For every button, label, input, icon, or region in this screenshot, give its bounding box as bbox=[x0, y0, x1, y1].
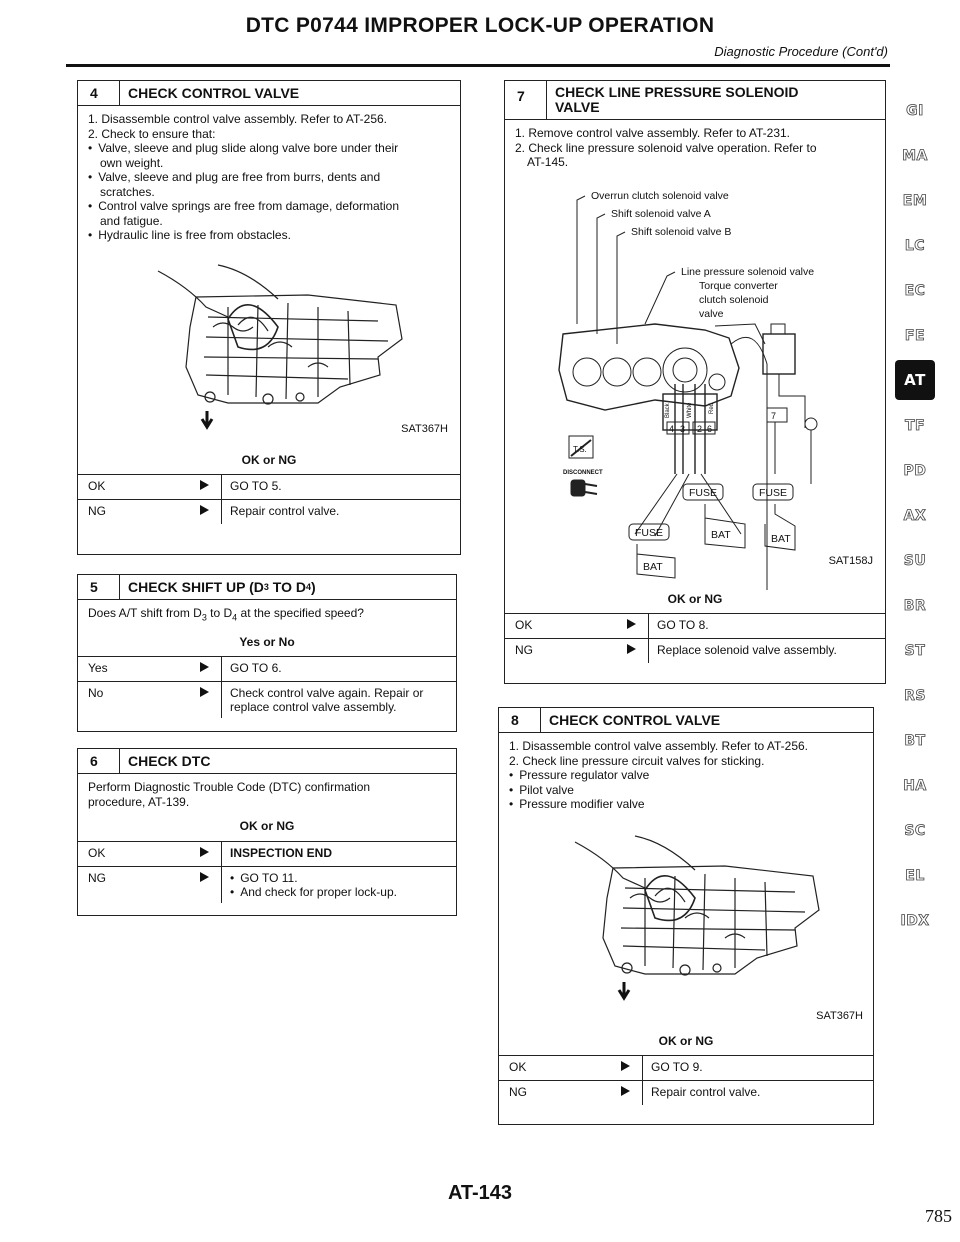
result-action-line: replace control valve assembly. bbox=[230, 700, 397, 715]
step-7-header bbox=[505, 81, 885, 120]
section-tab-br[interactable]: BR bbox=[903, 597, 927, 614]
label-torque-converter: valve bbox=[699, 307, 724, 320]
result-row-ng bbox=[78, 499, 460, 524]
result-action-bullet: GO TO 11. bbox=[240, 870, 298, 885]
result-action: GO TO 6. bbox=[230, 661, 282, 676]
header-rule bbox=[66, 64, 890, 67]
figure-code: SAT367H bbox=[401, 423, 448, 435]
instruction-line: procedure, AT-139. bbox=[88, 794, 190, 809]
section-tab-gi[interactable]: GI bbox=[906, 102, 924, 119]
wire-color-label: Black bbox=[665, 402, 671, 418]
ok-ng-prompt: OK or NG bbox=[658, 1033, 714, 1048]
result-label: No bbox=[88, 686, 104, 701]
step-4-box bbox=[77, 80, 461, 555]
step-6-box bbox=[77, 748, 457, 916]
section-tab-sc[interactable]: SC bbox=[904, 822, 926, 839]
connector-pin: 3 bbox=[680, 423, 686, 434]
step-6-header bbox=[78, 749, 456, 774]
section-tab-rs[interactable]: RS bbox=[904, 687, 926, 704]
section-tab-ma[interactable]: MA bbox=[902, 147, 928, 164]
control-valve-illustration bbox=[499, 816, 871, 1028]
section-tab-fe[interactable]: FE bbox=[904, 327, 926, 344]
arrow-icon bbox=[188, 475, 222, 499]
section-tab-su[interactable]: SU bbox=[903, 552, 927, 569]
instruction-line: 1. Disassemble control valve assembly. Refer to AT-256. bbox=[509, 739, 809, 753]
section-tab-bt[interactable]: BT bbox=[904, 732, 926, 749]
result-label: NG bbox=[88, 504, 106, 518]
connector-pin: 7 bbox=[771, 410, 777, 421]
section-tab-idx[interactable]: IDX bbox=[900, 912, 930, 929]
step-title: CHECK CONTROL VALVE bbox=[549, 711, 721, 728]
result-row-ng bbox=[505, 638, 885, 663]
result-action: Repair control valve. bbox=[230, 504, 340, 518]
instruction-line: 2. Check line pressure circuit valves for sticking. bbox=[509, 753, 765, 768]
result-action bbox=[222, 867, 456, 903]
arrow-icon bbox=[188, 500, 222, 524]
disconnect-label: DISCONNECT bbox=[563, 469, 603, 476]
control-valve-figure bbox=[499, 816, 873, 1028]
wire-color-label: White bbox=[687, 402, 693, 418]
step-6-instructions bbox=[78, 774, 456, 813]
arrow-icon bbox=[188, 657, 222, 681]
label-torque-converter: clutch solenoid bbox=[699, 293, 769, 306]
step-number: 4 bbox=[78, 81, 120, 105]
label-shift-solenoid-b: Shift solenoid valve B bbox=[631, 225, 732, 238]
result-action: GO TO 5. bbox=[230, 479, 282, 493]
title-subscript: 4 bbox=[305, 581, 311, 592]
instruction-bullet: Control valve springs are free from damage, deformation bbox=[98, 199, 400, 213]
instruction-line: AT-145. bbox=[527, 155, 569, 169]
step-5-header bbox=[78, 575, 456, 600]
connector-pin: 4 bbox=[669, 423, 675, 434]
step-number: 7 bbox=[505, 81, 547, 119]
instruction-bullet: Pilot valve bbox=[519, 782, 574, 797]
arrow-icon bbox=[188, 842, 222, 866]
battery-label: BAT bbox=[711, 528, 731, 541]
step-8-header bbox=[499, 708, 873, 733]
arrow-icon bbox=[609, 1081, 643, 1105]
step-number: 6 bbox=[78, 749, 120, 773]
result-row-ok bbox=[78, 474, 460, 499]
instruction-line: and fatigue. bbox=[100, 213, 163, 228]
instruction-bullet: Pressure modifier valve bbox=[519, 797, 645, 811]
page-title: DTC P0744 IMPROPER LOCK-UP OPERATION bbox=[245, 14, 715, 37]
result-row-no bbox=[78, 681, 456, 718]
control-valve-illustration bbox=[78, 247, 458, 447]
title-part: TO D bbox=[268, 578, 306, 595]
ok-ng-prompt: OK or NG bbox=[239, 819, 295, 833]
step-title-line: CHECK LINE PRESSURE SOLENOID bbox=[555, 84, 799, 100]
arrow-icon bbox=[609, 1056, 643, 1080]
result-row-ng bbox=[499, 1080, 873, 1105]
instruction-bullet: Valve, sleeve and plug slide along valve bore under their bbox=[98, 141, 399, 155]
instruction-line: 1. Remove control valve assembly. Refer to AT-231. bbox=[515, 126, 791, 140]
step-7-instructions bbox=[505, 120, 885, 174]
page-subtitle: Diagnostic Procedure (Cont'd) bbox=[714, 44, 888, 59]
instruction-line: 1. Disassemble control valve assembly. Refer to AT-256. bbox=[88, 112, 388, 126]
result-label: OK bbox=[515, 618, 533, 632]
result-label: Yes bbox=[88, 661, 108, 676]
figure-code: SAT367H bbox=[816, 1010, 863, 1022]
step-number: 5 bbox=[78, 575, 120, 599]
step-5-box bbox=[77, 574, 457, 732]
result-action-bullet: And check for proper lock-up. bbox=[240, 884, 397, 899]
section-tab-lc[interactable]: LC bbox=[904, 237, 926, 254]
ts-label: T.S. bbox=[573, 444, 587, 454]
question-subscript: 4 bbox=[232, 612, 238, 623]
result-action: Replace solenoid valve assembly. bbox=[657, 643, 837, 657]
section-tab-tf[interactable]: TF bbox=[904, 417, 926, 434]
step-title bbox=[120, 575, 456, 599]
question-part: Does A/T shift from D bbox=[88, 606, 202, 620]
step-title: CHECK CONTROL VALVE bbox=[128, 84, 300, 101]
section-tab-el[interactable]: EL bbox=[905, 867, 925, 884]
wire-color-label: Red bbox=[709, 402, 715, 414]
title-part: ) bbox=[310, 578, 316, 595]
result-row-ok bbox=[499, 1055, 873, 1080]
ok-ng-prompt: OK or NG bbox=[241, 452, 297, 467]
solenoid-wiring-diagram bbox=[505, 174, 885, 590]
step-title: CHECK DTC bbox=[128, 752, 211, 769]
connector-pin: 6 bbox=[707, 423, 713, 434]
result-action-line: Check control valve again. Repair or bbox=[230, 686, 424, 701]
section-tab-ha[interactable]: HA bbox=[903, 777, 927, 794]
label-overrun-solenoid: Overrun clutch solenoid valve bbox=[591, 189, 729, 202]
fuse-label: FUSE bbox=[635, 526, 664, 539]
instruction-bullet: Valve, sleeve and plug are free from burrs, dents and bbox=[98, 170, 381, 184]
result-row-ok bbox=[78, 841, 456, 866]
result-label: OK bbox=[88, 479, 106, 493]
instruction-bullet: Hydraulic line is free from obstacles. bbox=[98, 228, 291, 242]
question-subscript: 3 bbox=[201, 612, 207, 623]
instruction-line: own weight. bbox=[100, 155, 164, 170]
section-tab-pd[interactable]: PD bbox=[903, 462, 927, 479]
result-action: Repair control valve. bbox=[651, 1085, 761, 1099]
result-action: INSPECTION END bbox=[230, 845, 333, 860]
instruction-line: 2. Check to ensure that: bbox=[88, 126, 216, 141]
section-tab-ax[interactable]: AX bbox=[903, 507, 927, 524]
step-4-instructions bbox=[78, 106, 460, 247]
result-row-ng bbox=[78, 866, 456, 903]
section-tab-em[interactable]: EM bbox=[902, 192, 928, 209]
connector-pin: 2 bbox=[697, 423, 703, 434]
title-subscript: 3 bbox=[263, 581, 269, 592]
section-tab-at-active[interactable]: AT bbox=[895, 360, 935, 400]
result-row-yes bbox=[78, 656, 456, 681]
result-row-ok bbox=[505, 613, 885, 638]
result-label: OK bbox=[88, 845, 106, 860]
result-label: NG bbox=[88, 870, 106, 885]
section-tab-ec[interactable]: EC bbox=[904, 282, 926, 299]
result-label: OK bbox=[509, 1060, 527, 1074]
fuse-label: FUSE bbox=[759, 486, 788, 499]
arrow-icon bbox=[188, 682, 222, 718]
question-part: at the specified speed? bbox=[237, 606, 364, 620]
label-line-pressure-solenoid: Line pressure solenoid valve bbox=[681, 265, 815, 278]
ok-ng-prompt: OK or NG bbox=[667, 591, 723, 606]
title-part: CHECK SHIFT UP (D bbox=[128, 578, 264, 595]
step-title bbox=[547, 81, 885, 119]
question-part: to D bbox=[206, 606, 233, 620]
result-action: GO TO 8. bbox=[657, 618, 709, 632]
step-7-box bbox=[504, 80, 886, 684]
page-number: AT-143 bbox=[447, 1182, 513, 1204]
step-8-instructions bbox=[499, 733, 873, 816]
instruction-line: scratches. bbox=[100, 184, 155, 199]
arrow-icon bbox=[615, 639, 649, 663]
fuse-label: FUSE bbox=[689, 486, 718, 499]
instruction-line: Perform Diagnostic Trouble Code (DTC) confirmation bbox=[88, 780, 371, 794]
corner-page-number: 785 bbox=[925, 1206, 952, 1226]
label-shift-solenoid-a: Shift solenoid valve A bbox=[611, 207, 711, 220]
result-action: GO TO 9. bbox=[651, 1060, 703, 1074]
battery-label: BAT bbox=[643, 560, 663, 573]
result-label: NG bbox=[509, 1085, 527, 1099]
instruction-line: 2. Check line pressure solenoid valve operation. Refer to bbox=[515, 140, 817, 155]
result-action bbox=[222, 682, 456, 718]
step-title-line: VALVE bbox=[555, 99, 600, 115]
step-4-header bbox=[78, 81, 460, 106]
arrow-icon bbox=[188, 867, 222, 903]
control-valve-figure bbox=[78, 247, 460, 447]
step-5-question bbox=[78, 600, 456, 629]
step-8-box bbox=[498, 707, 874, 1125]
label-torque-converter: Torque converter bbox=[699, 279, 778, 292]
instruction-bullet: Pressure regulator valve bbox=[519, 768, 650, 782]
step-number: 8 bbox=[499, 708, 541, 732]
battery-label: BAT bbox=[771, 532, 791, 545]
figure-code: SAT158J bbox=[828, 554, 873, 567]
yes-no-prompt: Yes or No bbox=[239, 634, 295, 649]
result-label: NG bbox=[515, 643, 533, 657]
section-tab-index bbox=[890, 88, 940, 943]
solenoid-figure bbox=[505, 174, 885, 590]
section-tab-st[interactable]: ST bbox=[904, 642, 926, 659]
arrow-icon bbox=[615, 614, 649, 638]
